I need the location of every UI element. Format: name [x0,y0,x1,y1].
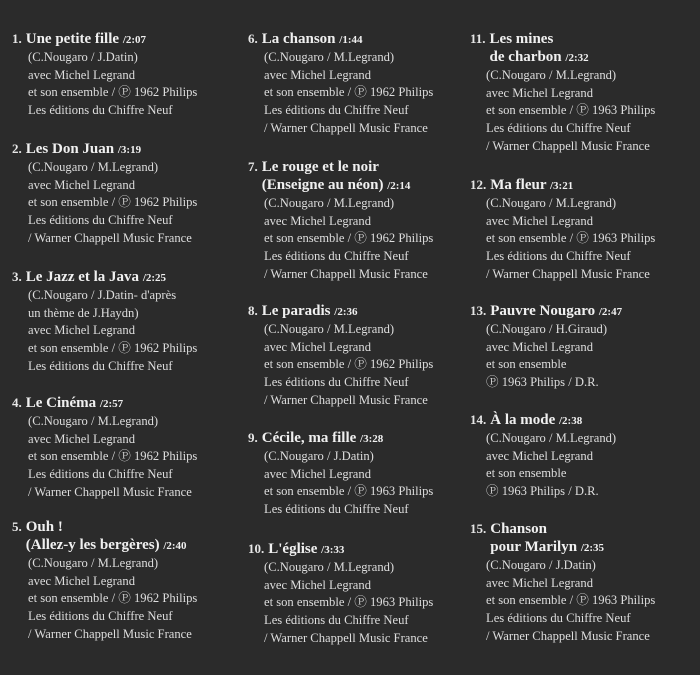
credit-line: (C.Nougaro / J.Datin- d'après [28,288,177,302]
track-duration: /2:38 [559,415,583,427]
track-title-line: Le Cinéma [25,395,97,411]
track-heading [12,30,197,49]
track-heading [470,520,655,557]
credit-line: et son ensemble / Ⓟ 1963 Philips [486,231,656,246]
track-number: 5. [12,519,22,534]
track-number: 13. [470,303,487,318]
credit-line: Les éditions du Chiffre Neuf [28,103,173,118]
track-heading [12,394,197,413]
track-title-line: Une petite fille [25,31,120,47]
track-title [262,30,363,49]
track-title [26,518,187,555]
track-entry [470,302,622,392]
credit-line: Les éditions du Chiffre Neuf [486,121,631,136]
credit-line: avec Michel Legrand [486,339,593,354]
credit-line: / Warner Chappell Music France [264,266,428,281]
track-credits [486,195,655,284]
track-title-line: Le Jazz et la Java [25,269,140,285]
track-heading [470,30,655,67]
track-heading [248,540,433,559]
credit-line: et son ensemble / Ⓟ 1962 Philips [28,341,198,356]
track-duration: /3:28 [360,433,384,445]
credit-line: et son ensemble [486,357,567,372]
track-title-line: pour Marilyn [490,539,578,555]
track-number: 9. [248,430,258,445]
credit-line: avec Michel Legrand [264,67,371,82]
track-number: 12. [470,177,487,192]
track-duration: /2:36 [334,306,358,318]
track-title-line: de charbon [489,49,562,65]
credit-line: et son ensemble / Ⓟ 1962 Philips [28,85,198,100]
credit-line: (C.Nougaro / J.Datin) [264,449,374,463]
credit-line: Les éditions du Chiffre Neuf [28,609,173,624]
track-heading [470,411,616,430]
track-title [490,176,573,195]
track-credits [486,557,655,646]
track-entry [248,30,433,138]
credit-line: Les éditions du Chiffre Neuf [264,613,409,628]
track-number: 1. [12,31,22,46]
track-number: 14. [470,412,487,427]
credit-line: avec Michel Legrand [264,213,371,228]
track-duration: /2:35 [580,542,605,554]
credit-line: / Warner Chappell Music France [486,138,650,153]
track-entry [12,518,197,644]
credit-line: (C.Nougaro / M.Legrand) [264,50,395,64]
credit-line: (C.Nougaro / H.Giraud) [486,322,608,336]
credit-line: Les éditions du Chiffre Neuf [28,213,173,228]
credit-line: avec Michel Legrand [264,577,371,592]
track-title [490,302,622,321]
track-title-line: Pauvre Nougaro [490,303,596,319]
track-number: 11. [470,31,486,46]
track-credits [28,413,197,502]
credit-line: (C.Nougaro / M.Legrand) [264,196,395,210]
credit-line: / Warner Chappell Music France [28,230,192,245]
credit-line: avec Michel Legrand [486,85,593,100]
track-entry [470,411,616,501]
credit-line: / Warner Chappell Music France [486,628,650,643]
track-title [262,302,358,321]
credit-line: avec Michel Legrand [28,573,135,588]
track-number: 7. [248,159,258,174]
track-duration: /2:32 [565,52,589,64]
credit-line: avec Michel Legrand [28,323,135,338]
credit-line: et son ensemble [486,466,567,481]
credit-line: avec Michel Legrand [486,448,593,463]
track-heading [12,140,197,159]
credit-line: et son ensemble / Ⓟ 1963 Philips [264,595,434,610]
track-credits [486,430,616,501]
track-title-line: Les mines [489,31,554,47]
credit-line: (C.Nougaro / M.Legrand) [28,414,159,428]
credit-line: / Warner Chappell Music France [486,266,650,281]
track-duration: /3:33 [321,544,345,556]
track-title [268,540,344,559]
track-heading [248,158,433,195]
credit-line: / Warner Chappell Music France [28,484,192,499]
track-entry [470,176,655,284]
track-number: 10. [248,541,265,556]
track-number: 15. [470,521,487,536]
track-heading [470,176,655,195]
credit-line: Les éditions du Chiffre Neuf [486,611,631,626]
track-title [490,411,582,430]
credit-line: Les éditions du Chiffre Neuf [28,358,173,373]
track-title-line: (Enseigne au néon) [261,177,384,193]
track-credits [264,448,433,519]
credit-line: et son ensemble / Ⓟ 1963 Philips [264,484,434,499]
track-credits [28,159,197,248]
track-entry [12,394,197,502]
credit-line: avec Michel Legrand [264,466,371,481]
track-entry [470,30,655,156]
track-duration: /3:21 [549,180,574,192]
track-title-line: Ouh ! [25,519,63,535]
track-entry [12,140,197,248]
track-credits [486,67,655,156]
track-title [26,140,141,159]
credit-line: Les éditions du Chiffre Neuf [28,467,173,482]
track-title [262,158,411,195]
credit-line: avec Michel Legrand [28,431,135,446]
track-duration: /2:57 [99,398,124,410]
credit-line: (C.Nougaro / J.Datin) [28,50,138,64]
track-credits [28,287,197,376]
credit-line: et son ensemble / Ⓟ 1962 Philips [28,591,198,606]
credit-line: avec Michel Legrand [486,575,593,590]
credit-line: un thème de J.Haydn) [28,305,139,320]
track-entry [248,540,433,648]
credit-line: / Warner Chappell Music France [264,392,428,407]
track-duration: /2:25 [142,272,167,284]
credit-line: Ⓟ 1963 Philips / D.R. [486,375,599,390]
credit-line: Ⓟ 1963 Philips / D.R. [486,484,599,499]
credit-line: (C.Nougaro / M.Legrand) [28,160,159,174]
track-duration: /2:47 [598,306,623,318]
track-title-line: Le rouge et le noir [261,159,379,175]
track-heading [248,30,433,49]
credit-line: (C.Nougaro / J.Datin) [486,558,596,572]
track-title-line: Chanson [490,521,547,537]
credit-line: et son ensemble / Ⓟ 1962 Philips [28,195,198,210]
track-title-line: Les Don Juan [25,141,115,157]
track-title [490,520,604,557]
track-title [262,429,384,448]
credit-line: avec Michel Legrand [264,339,371,354]
credit-line: / Warner Chappell Music France [264,630,428,645]
track-number: 4. [12,395,22,410]
track-duration: /3:19 [117,144,142,156]
track-title-line: L'église [268,541,318,557]
track-title-line: La chanson [261,31,336,47]
credit-line: et son ensemble / Ⓟ 1962 Philips [28,449,198,464]
track-title [26,30,146,49]
credit-line: (C.Nougaro / M.Legrand) [486,68,617,82]
track-title-line: Cécile, ma fille [261,430,357,446]
credit-line: et son ensemble / Ⓟ 1962 Philips [264,85,434,100]
credit-line: avec Michel Legrand [28,67,135,82]
track-duration: /2:40 [163,540,187,552]
track-entry [12,30,197,120]
track-title-line: (Allez-y les bergères) [25,537,160,553]
track-number: 6. [248,31,258,46]
credit-line: Les éditions du Chiffre Neuf [264,502,409,517]
credit-line: Les éditions du Chiffre Neuf [486,249,631,264]
track-credits [28,555,197,644]
track-heading [12,268,197,287]
track-number: 3. [12,269,22,284]
credit-line: (C.Nougaro / M.Legrand) [28,556,159,570]
credit-line: (C.Nougaro / M.Legrand) [264,322,395,336]
credit-line: Les éditions du Chiffre Neuf [264,375,409,390]
credit-line: avec Michel Legrand [486,213,593,228]
credit-line: Les éditions du Chiffre Neuf [264,103,409,118]
track-duration: /2:07 [122,34,147,46]
track-entry [248,429,433,519]
track-heading [470,302,622,321]
credit-line: / Warner Chappell Music France [28,626,192,641]
credit-line: avec Michel Legrand [28,177,135,192]
track-entry [248,302,433,410]
track-heading [248,429,433,448]
credit-line: Les éditions du Chiffre Neuf [264,249,409,264]
track-heading [12,518,197,555]
track-duration: /1:44 [339,34,363,46]
track-credits [486,321,622,392]
track-duration: /2:14 [387,180,411,192]
credit-line: et son ensemble / Ⓟ 1962 Philips [264,357,434,372]
credit-line: (C.Nougaro / M.Legrand) [486,431,617,445]
track-credits [28,49,197,120]
credit-line: (C.Nougaro / M.Legrand) [264,560,395,574]
track-title-line: Le paradis [261,303,331,319]
track-entry [470,520,655,646]
credit-line: (C.Nougaro / M.Legrand) [486,196,617,210]
credit-line: et son ensemble / Ⓟ 1963 Philips [486,593,656,608]
track-title [26,394,123,413]
track-number: 2. [12,141,22,156]
track-entry [248,158,433,284]
track-title-line: À la mode [490,412,556,428]
track-credits [264,321,433,410]
track-credits [264,195,433,284]
track-title [26,268,166,287]
credit-line: et son ensemble / Ⓟ 1962 Philips [264,231,434,246]
track-title [490,30,589,67]
credit-line: et son ensemble / Ⓟ 1963 Philips [486,103,656,118]
track-title-line: Ma fleur [490,177,547,193]
track-number: 8. [248,303,258,318]
track-heading [248,302,433,321]
track-credits [264,49,433,138]
track-entry [12,268,197,376]
credit-line: / Warner Chappell Music France [264,120,428,135]
track-credits [264,559,433,648]
